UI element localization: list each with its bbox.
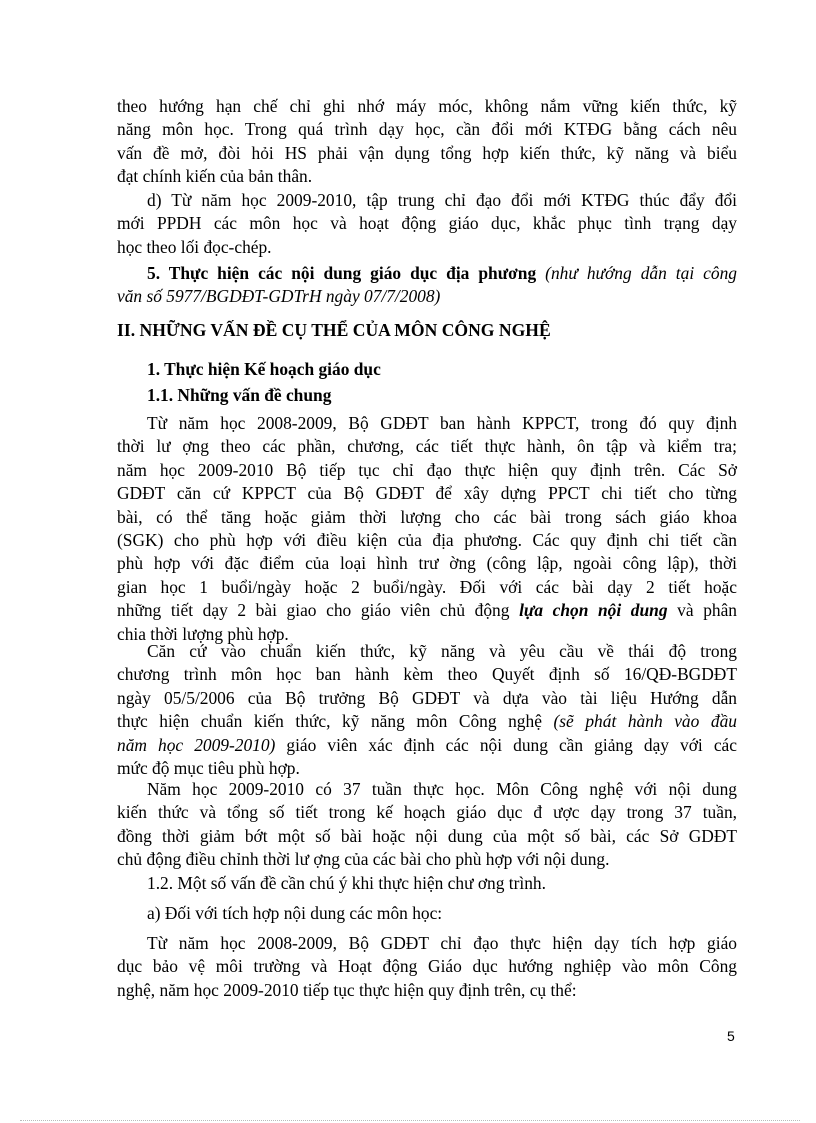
text-line: Năm học 2009-2010 có 37 tuần thực học. Môn Công nghệ với nội dung — [147, 779, 737, 799]
text-line: đạt chính kiến của bản thân. — [117, 166, 313, 187]
text-line: d) Từ năm học 2009-2010, tập trung chỉ đạo đổi mới KTĐG thúc đẩy đổi — [147, 190, 737, 210]
text-line: thời lư ợng theo các phần, chương, các tiết thực hành, ôn tập và kiểm tra; — [117, 436, 737, 457]
text-line: nghệ, năm học 2009-2010 tiếp tục thực hiện quy định trên, cụ thể: — [117, 979, 577, 1000]
text-line: a) Đối với tích hợp nội dung các môn học: — [147, 903, 443, 923]
text-line: bài, có thể tăng hoặc giảm thời lượng cho các bài trong sách giáo khoa — [117, 506, 737, 527]
text-line: Từ năm học 2008-2009, Bộ GDĐT ban hành KPPCT, trong đó quy định — [147, 413, 737, 433]
text-line — [117, 599, 737, 622]
paragraph-1-2 — [117, 872, 737, 895]
text-line: Căn cứ vào chuẩn kiến thức, kỹ năng và yêu cầu về thái độ trong — [147, 641, 737, 661]
item-5 — [117, 262, 737, 309]
text-line — [117, 734, 737, 757]
text-span: thực hiện chuẩn kiến thức, kỹ năng môn Công nghệ — [117, 711, 554, 732]
text-line: chủ động điều chỉnh thời lư ợng của các bài cho phù hợp với nội dung. — [117, 849, 610, 870]
text-line: (SGK) cho phù hợp với điều kiện của địa phương. Các quy định chi tiết cần — [117, 530, 737, 551]
page-bottom-divider — [20, 1120, 800, 1121]
text-line: dục bảo vệ môi trường và Hoạt động Giáo dục hướng nghiệp vào môn Công — [117, 956, 737, 977]
text-line: phù hợp với đặc điểm của loại hình trư ờng (công lập, ngoài công lập), thời — [117, 553, 737, 574]
text-span: giáo viên xác định các nội dung cần giảng dạy với các — [275, 734, 737, 755]
text-line: chương trình môn học ban hành kèm theo Quyết định số 16/QĐ-BGDĐT — [117, 664, 737, 685]
paragraph-a — [117, 902, 737, 925]
text-line: năng môn học. Trong quá trình dạy học, cần đổi mới KTĐG bằng cách nêu — [117, 119, 737, 140]
text-line: GDĐT căn cứ KPPCT của Bộ GDĐT để xây dựng PPCT chi tiết cho từng — [117, 483, 737, 504]
text-line: học theo lối đọc-chép. — [117, 236, 272, 257]
text-line: kiến thức và tổng số tiết trong kế hoạch giáo dục đ ược dạy trong 37 tuần, — [117, 802, 737, 823]
text-line: 1.2. Một số vấn đề cần chú ý khi thực hiện chư ơng trình. — [147, 873, 546, 893]
paragraph-school-year — [117, 778, 737, 872]
text-line: năm học 2009-2010 Bộ tiếp tục chỉ đạo thực hiện quy định trên. Các Sở — [117, 459, 737, 480]
paragraph-integration — [117, 932, 737, 1002]
text-span: và phân — [667, 600, 737, 621]
text-line: Từ năm học 2008-2009, Bộ GDĐT chỉ đạo thực hiện dạy tích hợp giáo — [147, 933, 737, 953]
text-line: vấn đề mở, đòi hỏi HS phải vận dụng tổng hợp kiến thức, kỹ năng và biểu — [117, 142, 737, 163]
text-line: chia thời lượng phù hợp. — [117, 623, 289, 644]
paragraph-d — [117, 189, 737, 259]
text-line: mới PPDH các môn học và hoạt động giáo dục, khắc phục tình trạng dạy — [117, 213, 737, 234]
item-5-reference: (như hướng dẫn tại công — [545, 263, 737, 283]
page-number: 5 — [727, 1028, 735, 1044]
subsubsection-heading: 1.1. Những vấn đề chung — [147, 385, 332, 405]
text-line: mức độ mục tiêu phù hợp. — [117, 758, 300, 779]
section-heading: II. NHỮNG VẤN ĐỀ CỤ THỂ CỦA MÔN CÔNG NGHỆ — [117, 320, 551, 340]
text-line: đồng thời giảm bớt một số bài hoặc nội dung của một số bài, các Sở GDĐT — [117, 825, 737, 846]
text-line: ngày 05/5/2006 của Bộ trưởng Bộ GDĐT và dựa vào tài liệu Hướng dẫn — [117, 687, 737, 708]
text-line: văn số 5977/BGDĐT-GDTrH ngày 07/7/2008) — [117, 286, 441, 307]
italic-text: (sẽ phát hành vào đầu — [553, 711, 737, 732]
text-line — [117, 262, 737, 285]
text-line: gian học 1 buổi/ngày hoặc 2 buổi/ngày. Đối với các bài dạy 2 tiết hoặc — [117, 576, 737, 597]
subsection-heading: 1. Thực hiện Kế hoạch giáo dục — [147, 359, 381, 379]
paragraph-continuation — [117, 95, 737, 189]
emphasis-text: lựa chọn nội dung — [519, 600, 668, 621]
text-line: theo hướng hạn chế chỉ ghi nhớ máy móc, không nắm vững kiến thức, kỹ — [117, 96, 737, 116]
item-5-title: 5. Thực hiện các nội dung giáo dục địa phương — [147, 263, 546, 283]
text-line — [117, 710, 737, 733]
paragraph-standards — [117, 640, 737, 780]
italic-text: năm học 2009-2010) — [117, 734, 276, 755]
paragraph-general-issues — [117, 412, 737, 646]
text-span: những tiết dạy 2 bài giao cho giáo viên chủ động — [117, 600, 520, 621]
